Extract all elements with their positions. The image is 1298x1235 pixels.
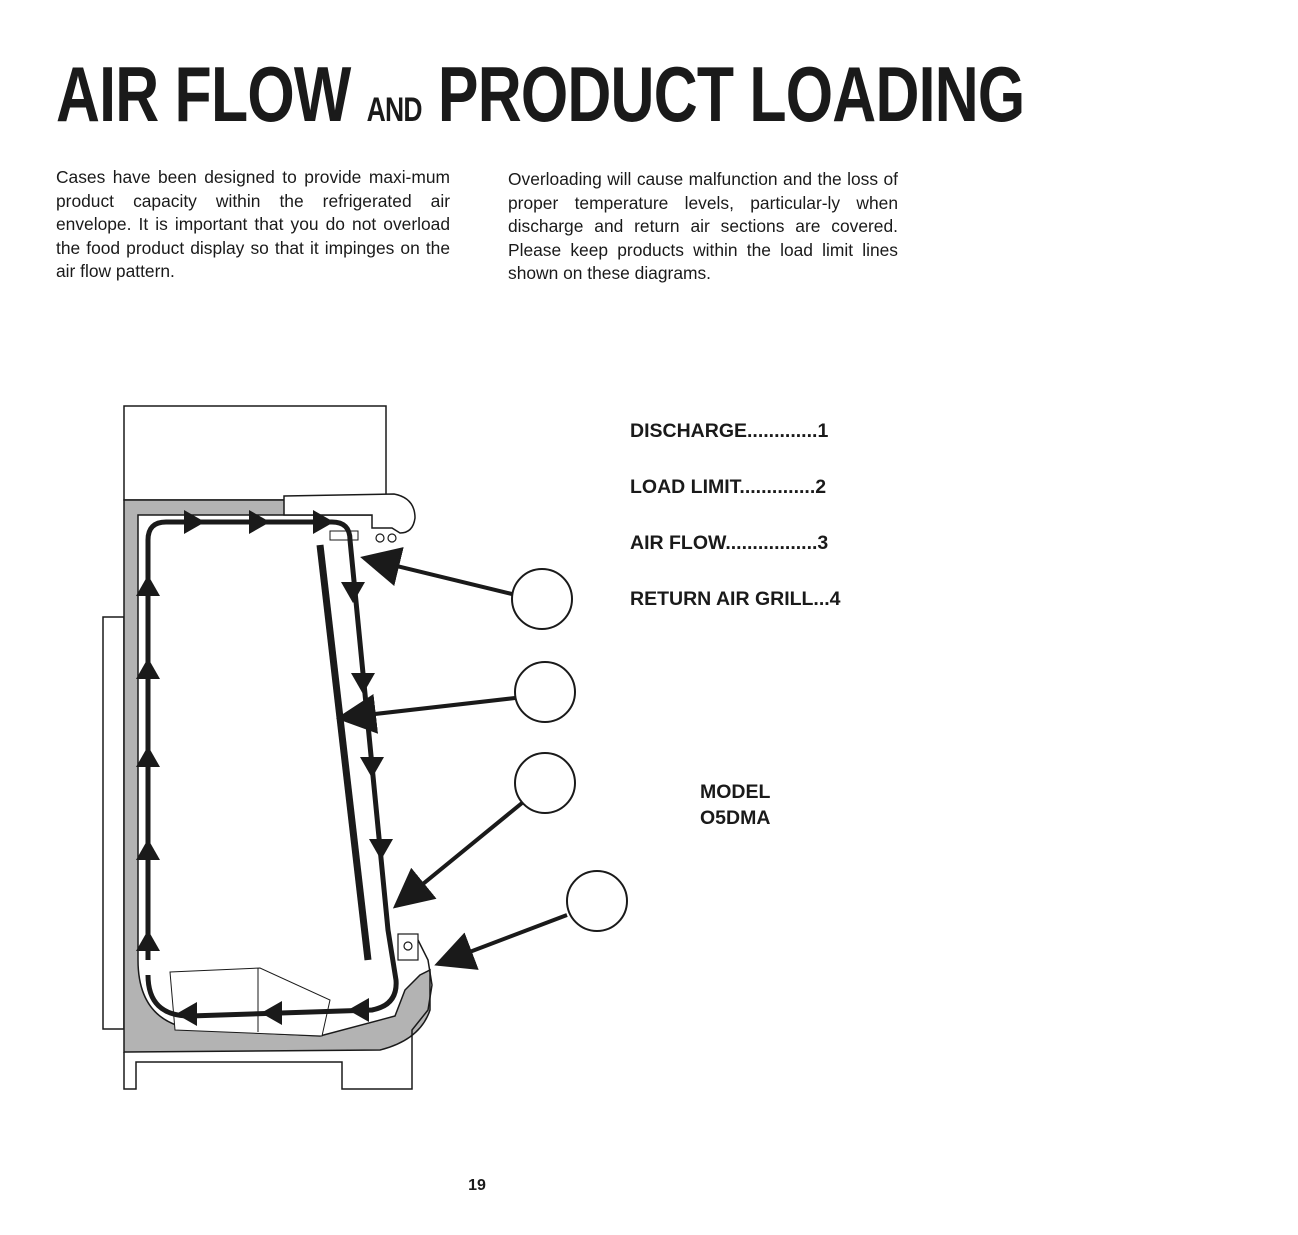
up-arrow-icon: [136, 658, 160, 679]
title-and: AND: [366, 91, 422, 129]
leader-arrow-return-grill: [438, 915, 567, 964]
down-arrow-icon: [360, 757, 384, 778]
intro-paragraph-left: Cases have been designed to provide maxi-mum product capacity within the refrigerated air envelope. It is important that you do not overload the food product display so that it impinges on the air flow pattern.: [56, 167, 450, 281]
case-base: [124, 1052, 412, 1089]
model-number: O5DMA: [700, 807, 771, 829]
legend-item-air-flow: AIR FLOW.................3: [630, 532, 829, 554]
model-heading: MODEL: [700, 781, 771, 803]
up-arrow-icon: [136, 930, 160, 951]
product-tray: [170, 968, 330, 1036]
title-air-flow: AIR FLOW: [56, 50, 351, 138]
leader-arrow-air-flow: [396, 803, 522, 906]
up-arrow-icon: [136, 575, 160, 596]
case-shell: [124, 500, 430, 1052]
callout-circle-return-grill: [567, 871, 627, 931]
down-arrow-icon: [369, 839, 393, 860]
intro-paragraph-right: Overloading will cause malfunction and the loss of proper temperature levels, particular-ly when discharge and return air sections are covered. Please keep products within the load limit lines shown on these diagrams.: [508, 169, 898, 283]
legend-item-load-limit: LOAD LIMIT..............2: [630, 476, 827, 498]
up-arrow-icon: [136, 746, 160, 767]
legend-item-return-air-grill: RETURN AIR GRILL...4: [630, 588, 841, 610]
callout-legend: [630, 418, 890, 642]
side-panel: [103, 617, 124, 1029]
down-arrow-icon: [351, 673, 375, 694]
leader-arrow-discharge: [364, 558, 512, 594]
grill-screw: [404, 942, 412, 950]
model-label: [700, 779, 770, 831]
discharge-honeycomb: [330, 531, 358, 540]
down-arrow-icon: [341, 582, 365, 603]
title-product-loading: PRODUCT LOADING: [437, 50, 1025, 138]
up-arrow-icon: [136, 839, 160, 860]
callout-circle-load-limit: [515, 662, 575, 722]
callout-circle-discharge: [512, 569, 572, 629]
load-limit-line: [320, 545, 368, 960]
left-arrow-icon: [348, 998, 369, 1022]
nozzle-screw: [388, 534, 396, 542]
nozzle-screw: [376, 534, 384, 542]
callout-circle-air-flow: [515, 753, 575, 813]
page-number: 19: [468, 1177, 486, 1194]
canopy: [124, 406, 386, 500]
discharge-nozzle: [284, 494, 415, 533]
legend-item-discharge: DISCHARGE.............1: [630, 420, 829, 442]
air-flow-path: [148, 522, 396, 1016]
